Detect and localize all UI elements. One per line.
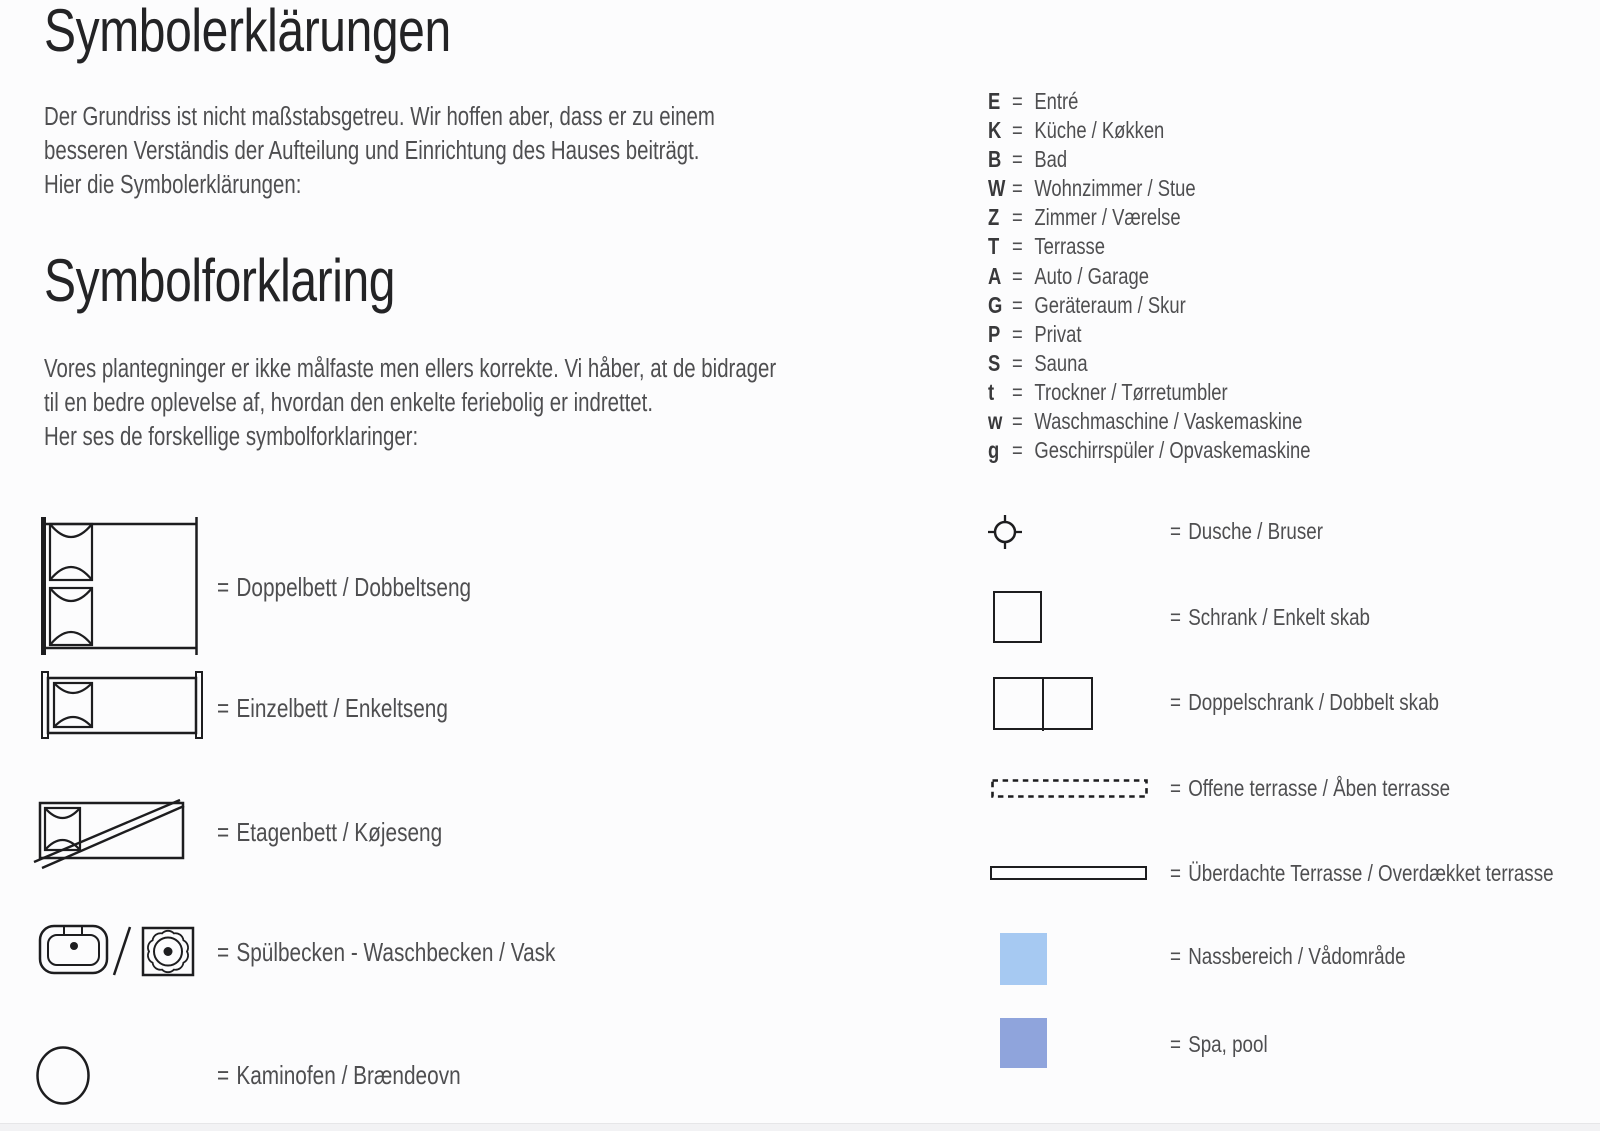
- room-code-row: W = Wohnzimmer / Stue: [988, 175, 1196, 202]
- single-bed-label: = Einzelbett / Enkeltseng: [217, 693, 448, 723]
- room-code-row: g = Geschirrspüler / Opvaskemaskine: [988, 437, 1311, 464]
- wardrobe-divider: [1042, 677, 1045, 731]
- room-code-row: A = Auto / Garage: [988, 262, 1149, 289]
- spa-pool-label: = Spa, pool: [1170, 1031, 1268, 1057]
- wood-stove-label: = Kaminofen / Brændeovn: [217, 1060, 461, 1090]
- open-terrace-label: = Offene terrasse / Åben terrasse: [1170, 775, 1451, 801]
- intro-text-german: Der Grundriss ist nicht maßstabsgetreu. Wir hoffen aber, dass er zu einem besseren Verständis der Aufteilung und Einrichtung des Hauses beiträgt. Hier die Symbolerklärungen:: [44, 103, 715, 199]
- room-code-legend: [988, 87, 1418, 465]
- slash-separator-icon: [114, 927, 130, 975]
- double-wardrobe-icon: [993, 677, 1093, 730]
- covered-terrace-label: = Überdachte Terrasse / Overdækket terrasse: [1170, 860, 1554, 886]
- intro-text-danish: Vores plantegninger er ikke målfaste men ellers korrekte. Vi håber, at de bidrager til en bedre oplevelse af, hvordan den enkelte feriebolig er indrettet. Her ses de forskellige symbolforklaringer:: [44, 355, 777, 451]
- room-code-row: t = Trockner / Tørretumbler: [988, 378, 1228, 405]
- wet-area-label: = Nassbereich / Vådområde: [1170, 943, 1406, 969]
- page-title-danish: Symbolforklaring: [44, 247, 396, 314]
- room-code-row: Z = Zimmer / Værelse: [988, 204, 1181, 231]
- room-code-row: B = Bad: [988, 146, 1068, 173]
- room-code-row: K = Küche / Køkken: [988, 117, 1165, 144]
- double-bed-label: = Doppelbett / Dobbeltseng: [217, 572, 472, 602]
- bunk-bed-icon: [31, 792, 189, 872]
- room-code-row: G = Geräteraum / Skur: [988, 291, 1186, 318]
- room-code-row: S = Sauna: [988, 349, 1088, 376]
- single-wardrobe-label: = Schrank / Enkelt skab: [1170, 604, 1371, 630]
- room-code-row: P = Privat: [988, 320, 1082, 347]
- page-bottom-strip: [0, 1123, 1600, 1131]
- shower-icon: [986, 513, 1024, 551]
- room-code-row: T = Terrasse: [988, 233, 1105, 260]
- wet-area-swatch: [1000, 933, 1047, 985]
- single-wardrobe-icon: [993, 591, 1042, 643]
- single-bed-icon: [38, 668, 206, 742]
- room-code-row: E = Entré: [988, 88, 1079, 114]
- shower-label: = Dusche / Bruser: [1170, 518, 1323, 544]
- double-wardrobe-label: = Doppelschrank / Dobbelt skab: [1170, 689, 1439, 715]
- wood-stove-icon: [34, 1044, 94, 1108]
- sink-label: = Spülbecken - Waschbecken / Vask: [217, 937, 556, 967]
- bunk-bed-label: = Etagenbett / Køjeseng: [217, 817, 443, 847]
- double-bed-icon: [36, 512, 204, 660]
- open-terrace-icon: [991, 779, 1149, 799]
- spa-pool-swatch: [1000, 1018, 1047, 1068]
- covered-terrace-icon: [990, 866, 1147, 880]
- sink-icons: [36, 918, 198, 980]
- room-code-row: w = Waschmaschine / Vaskemaskine: [988, 408, 1303, 435]
- page-title-german: Symbolerklärungen: [44, 0, 451, 64]
